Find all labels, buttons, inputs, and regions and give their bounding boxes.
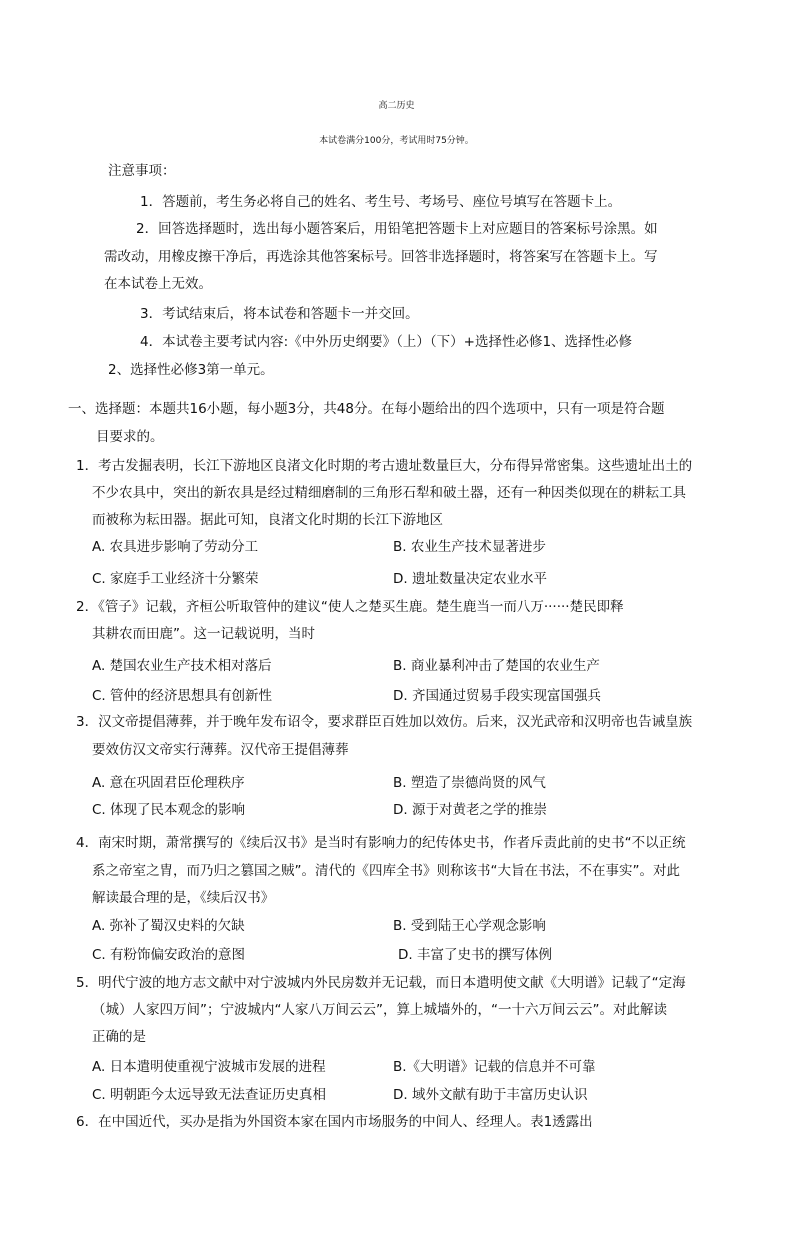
page-title: 高二历史 (378, 101, 415, 111)
option-5d: D. 域外文献有助于丰富历史认识 (393, 1087, 588, 1103)
option-1a: A. 农具进步影响了劳动分工 (92, 539, 259, 555)
option-4b: B. 受到陆王心学观念影响 (393, 918, 546, 934)
question-5-stem: 正确的是 (92, 1029, 146, 1045)
option-5c: C. 明朝距今太远导致无法查证历史真相 (92, 1087, 327, 1103)
option-2c: C. 管仲的经济思想具有创新性 (92, 688, 273, 704)
option-3c: C. 体现了民本观念的影响 (92, 802, 246, 818)
question-3-stem: 要效仿汉文帝实行薄葬。汉代帝王提倡薄葬 (92, 742, 349, 758)
question-5-stem: 5．明代宁波的地方志文献中对宁波城内外民房数并无记载，而日本遣明使文献《大明谱》记载了“定海 (76, 975, 686, 991)
question-6-stem: 6．在中国近代，买办是指为外国资本家在国内市场服务的中间人、经理人。表1透露出 (76, 1114, 593, 1130)
option-1b: B. 农业生产技术显著进步 (393, 539, 546, 555)
option-1d: D. 遗址数量决定农业水平 (393, 571, 547, 587)
notice-line-6: 4．本试卷主要考试内容:《中外历史纲要》（上）（下）+选择性必修1、选择性必修 (140, 334, 633, 350)
section-heading-cont: 目要求的。 (96, 429, 164, 445)
option-3a: A. 意在巩固君臣伦理秩序 (92, 775, 245, 791)
option-4d: D. 丰富了史书的撰写体例 (398, 947, 552, 963)
option-3b: B. 塑造了崇德尚贤的风气 (393, 775, 546, 791)
option-2d: D. 齐国通过贸易手段实现富国强兵 (393, 688, 601, 704)
option-2b: B. 商业暴利冲击了楚国的农业生产 (393, 658, 600, 674)
option-1c: C. 家庭手工业经济十分繁荣 (92, 571, 259, 587)
option-4c: C. 有粉饰偏安政治的意图 (92, 947, 246, 963)
question-1-stem: 而被称为耘田器。据此可知，良渚文化时期的长江下游地区 (92, 512, 443, 528)
option-4a: A. 弥补了蜀汉史料的欠缺 (92, 918, 245, 934)
question-4-stem: 4．南宋时期，萧常撰写的《续后汉书》是当时有影响力的纪传体史书，作者斥责此前的史书“不以正统 (76, 835, 686, 851)
question-2-stem: 2．《管子》记载，齐桓公听取管仲的建议“使人之楚买生鹿。楚生鹿当一而八万······楚民即释 (76, 599, 624, 615)
option-5a: A. 日本遣明使重视宁波城市发展的进程 (92, 1059, 326, 1075)
option-3d: D. 源于对黄老之学的推崇 (393, 802, 547, 818)
notice-line-7: 2、选择性必修3第一单元。 (108, 362, 274, 378)
question-4-stem: 解读最合理的是，《续后汉书》 (92, 890, 275, 906)
exam-info: 本试卷满分100分，考试用时75分钟。 (319, 136, 474, 146)
question-4-stem: 系之帝室之胄，而乃归之篡国之贼”。清代的《四库全书》则称该书“大旨在书法，不在事实”。对此 (92, 863, 680, 879)
notice-line-1: 1．答题前，考生务必将自己的姓名、考生号、考场号、座位号填写在答题卡上。 (140, 194, 622, 210)
notice-line-2: 2．回答选择题时，选出每小题答案后，用铅笔把答题卡上对应题目的答案标号涂黑。如 (136, 221, 658, 237)
option-2a: A. 楚国农业生产技术相对落后 (92, 658, 272, 674)
question-2-stem: 其耕农而田鹿”。这一记载说明，当时 (92, 626, 315, 642)
question-5-stem: （城）人家四万间”；宁波城内“人家八万间云云”，算上城墙外的，“一十六万间云云”。对此解读 (92, 1002, 667, 1018)
question-3-stem: 3．汉文帝提倡薄葬，并于晚年发布诏令，要求群臣百姓加以效仿。后来，汉光武帝和汉明帝也告诫皇族 (76, 714, 693, 730)
notice-heading: 注意事项： (108, 163, 176, 179)
notice-line-5: 3．考试结束后，将本试卷和答题卡一并交回。 (140, 306, 419, 322)
section-heading: 一、选择题：本题共16小题，每小题3分，共48分。在每小题给出的四个选项中，只有一项是符合题 (68, 401, 665, 417)
notice-line-4: 在本试卷上无效。 (104, 276, 212, 292)
question-1-stem: 不少农具中，突出的新农具是经过精细磨制的三角形石犁和破土器，还有一种因类似现在的耕耘工具 (92, 485, 686, 501)
question-1-stem: 1．考古发掘表明，长江下游地区良渚文化时期的考古遗址数量巨大，分布得异常密集。这些遗址出土的 (76, 458, 693, 474)
option-5b: B.《大明谱》记载的信息并不可靠 (393, 1059, 596, 1075)
notice-line-3: 需改动，用橡皮擦干净后，再选涂其他答案标号。回答非选择题时，将答案写在答题卡上。写 (104, 249, 658, 265)
